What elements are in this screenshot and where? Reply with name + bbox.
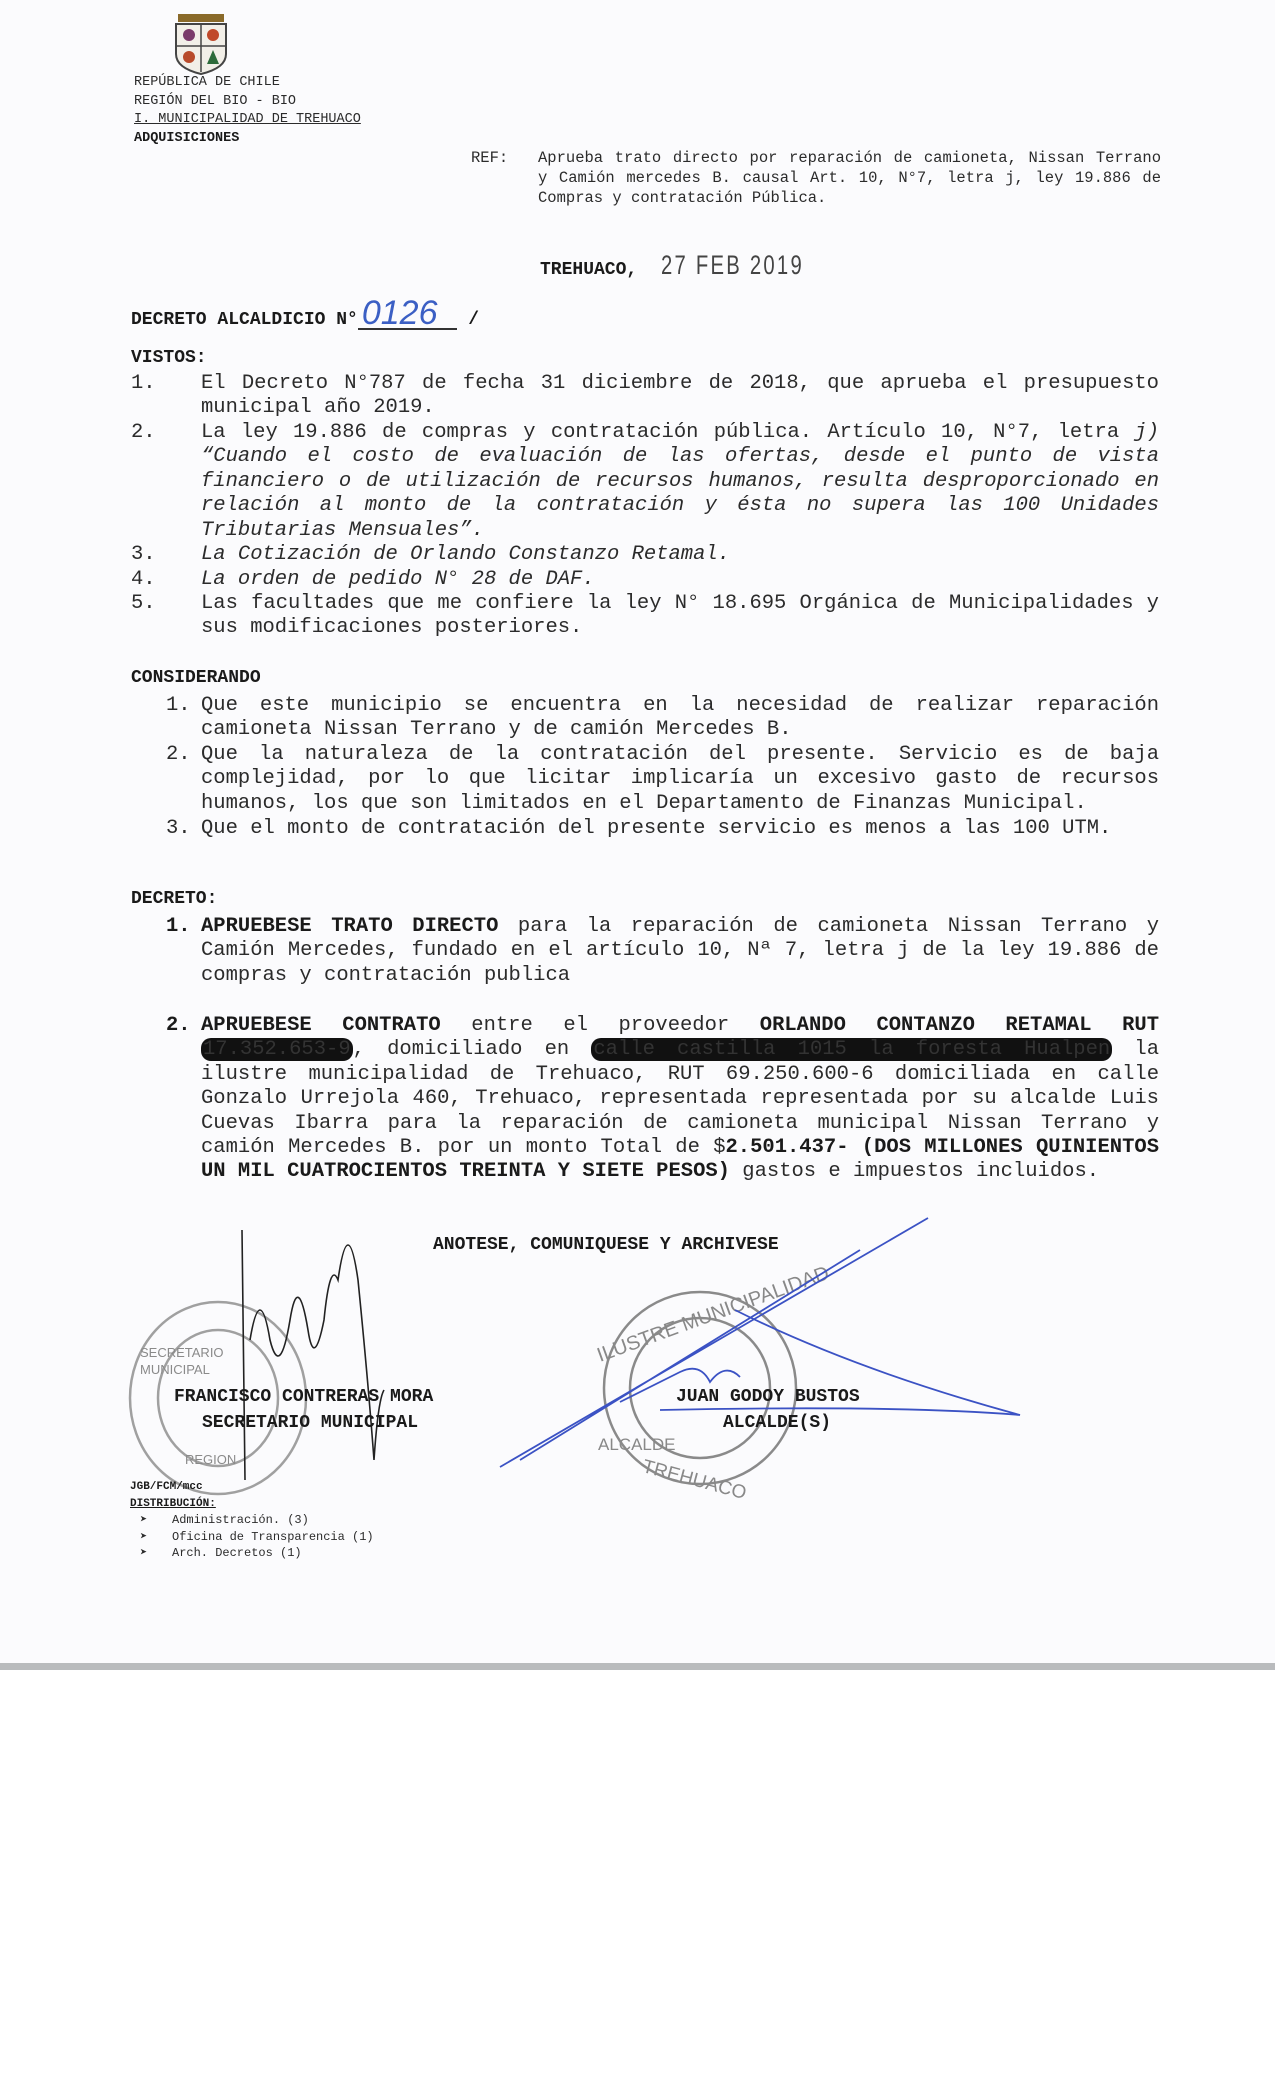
item-text (201, 1014, 1159, 1185)
stamp-text: REGION (185, 1452, 237, 1467)
item-number: 2. (166, 1014, 191, 1037)
item-number: 2. (131, 421, 156, 444)
item-text: La Cotización de Orlando Constanzo Retamal. (201, 543, 730, 566)
letterhead (134, 74, 361, 148)
item-text: Arch. Decretos (1) (172, 1546, 302, 1560)
distribution-item (130, 1529, 374, 1546)
distribution-item (130, 1545, 374, 1562)
signer-role: ALCALDE(S) (723, 1413, 832, 1433)
text: La ley 19.886 de compras y contratación pública. Artículo 10, N°7, letra (201, 421, 1120, 444)
item-text: Que el monto de contratación del presente servicio es menos a las 100 UTM. (201, 817, 1112, 840)
text: para la reparación de camioneta Nissan Terrano y Camión Mercedes, fundado en el artículo 10, Nª 7, letra j de la ley 19.886 de compras y contratación publica (201, 915, 1159, 987)
considerando-title: CONSIDERANDO (131, 668, 261, 688)
decreto-title: DECRETO: (131, 889, 218, 909)
item-number: 1. (131, 372, 156, 395)
vistos-title: VISTOS: (131, 348, 207, 368)
stamp-text: ALCALDE (598, 1435, 676, 1454)
slash: / (468, 310, 480, 330)
footer (130, 1479, 374, 1562)
signature-block-secretary (174, 1384, 433, 1436)
bullet-icon: ➤ (140, 1546, 148, 1560)
stamp-text: TREHUACO (640, 1456, 749, 1505)
quote: j) “Cuando el costo de evaluación de las ofertas, desde el punto de vista financiero o de utilización de recursos humanos, resulta desproporcionado en relación al monto de la contratación y ésta no supera las 100 Unidades Tributarias Mensuales”. (201, 421, 1159, 542)
signature-block-mayor (676, 1384, 860, 1436)
bold-text: APRUEBESE CONTRATO (201, 1014, 441, 1037)
signer-name: JUAN GODOY BUSTOS (676, 1387, 860, 1407)
text: , domiciliado en (352, 1038, 592, 1062)
letterhead-line: REPÚBLICA DE CHILE (134, 75, 280, 90)
municipal-crest-logo (176, 14, 226, 74)
item-text: Administración. (3) (172, 1513, 309, 1527)
text: la ilustre municipalidad de Trehuaco, RUT 69.250.600-6 domiciliada en calle Gonzalo Urrejola 460, Trehuaco, representada representada por su alcalde Luis Cuevas Ibarra para la reparación de camioneta municipal Nissan Terrano y camión Mercedes B. por un monto Total de $ (201, 1038, 1159, 1160)
decree-number-line (131, 294, 480, 332)
date-stamp: 27 FEB 2019 (661, 250, 805, 280)
item-text: Que este municipio se encuentra en la necesidad de realizar reparación camioneta Nissan Terrano y de camión Mercedes B. (201, 694, 1159, 742)
item-text: El Decreto N°787 de fecha 31 diciembre de 2018, que aprueba el presupuesto municipal año 2019. (201, 372, 1159, 420)
item-number: 1. (166, 915, 191, 938)
distribution-item (130, 1512, 374, 1529)
initials: JGB/FCM/mcc (130, 1481, 203, 1493)
text: entre el proveedor (440, 1014, 760, 1037)
item-text: La orden de pedido N° 28 de DAF. (201, 568, 595, 591)
reference (471, 148, 1161, 208)
redacted-rut: 17.352.653-9 (203, 1038, 351, 1062)
city: TREHUACO, (540, 260, 638, 280)
item-text (201, 421, 1159, 543)
item-number: 2. (166, 743, 191, 766)
department: ADQUISICIONES (134, 130, 240, 146)
item-text: Que la naturaleza de la contratación del presente. Servicio es de baja complejidad, por lo que licitar implicaría un excesivo gasto de recursos humanos, los que son limitados en el Departamento de Finanzas Municipal. (201, 743, 1159, 815)
item-number: 3. (166, 817, 191, 840)
closing-formula: ANOTESE, COMUNIQUESE Y ARCHIVESE (433, 1235, 779, 1255)
decree-label: DECRETO ALCALDICIO N° (131, 310, 358, 330)
stamp-text: MUNICIPAL (140, 1362, 210, 1377)
item-text (201, 915, 1159, 988)
date-line (540, 250, 852, 281)
stamp-text: SECRETARIO (140, 1345, 224, 1360)
signer-name: FRANCISCO CONTRERAS MORA (174, 1387, 434, 1407)
item-number: 1. (166, 694, 191, 717)
bold-text: APRUEBESE TRATO DIRECTO (201, 915, 499, 938)
bold-text: ORLANDO CONTANZO RETAMAL RUT (759, 1014, 1160, 1037)
item-text: Las facultades que me confiere la ley N° 18.695 Orgánica de Municipalidades y sus modificaciones posteriores. (201, 592, 1159, 640)
distribution-title: DISTRIBUCIÓN: (130, 1497, 216, 1510)
letterhead-line: I. MUNICIPALIDAD DE TREHUACO (134, 112, 361, 127)
stamp-text: ILUSTRE MUNICIPALIDAD (594, 1262, 833, 1367)
item-number: 4. (131, 568, 156, 591)
item-number: 5. (131, 592, 156, 615)
ref-text: Aprueba trato directo por reparación de camioneta, Nissan Terrano y Camión mercedes B. causal Art. 10, N°7, letra j, ley 19.886 de Compras y contratación Pública. (538, 149, 1161, 207)
letterhead-line: REGIÓN DEL BIO - BIO (134, 93, 297, 109)
bullet-icon: ➤ (140, 1529, 148, 1544)
item-number: 3. (131, 543, 156, 566)
item-text: Oficina de Transparencia (1) (172, 1529, 374, 1544)
redacted-address: calle castilla 1015 la foresta Hualpen (593, 1038, 1111, 1062)
bold-text: 2.501.437- (DOS MILLONES QUINIENTOS UN MIL CUATROCIENTOS TREINTA Y SIETE PESOS) (201, 1136, 1159, 1184)
bullet-icon: ➤ (140, 1513, 148, 1527)
signer-role: SECRETARIO MUNICIPAL (202, 1413, 419, 1433)
ref-label: REF: (471, 149, 509, 167)
decree-number: 0126 (358, 298, 458, 330)
text: gastos e impuestos incluidos. (730, 1160, 1100, 1184)
